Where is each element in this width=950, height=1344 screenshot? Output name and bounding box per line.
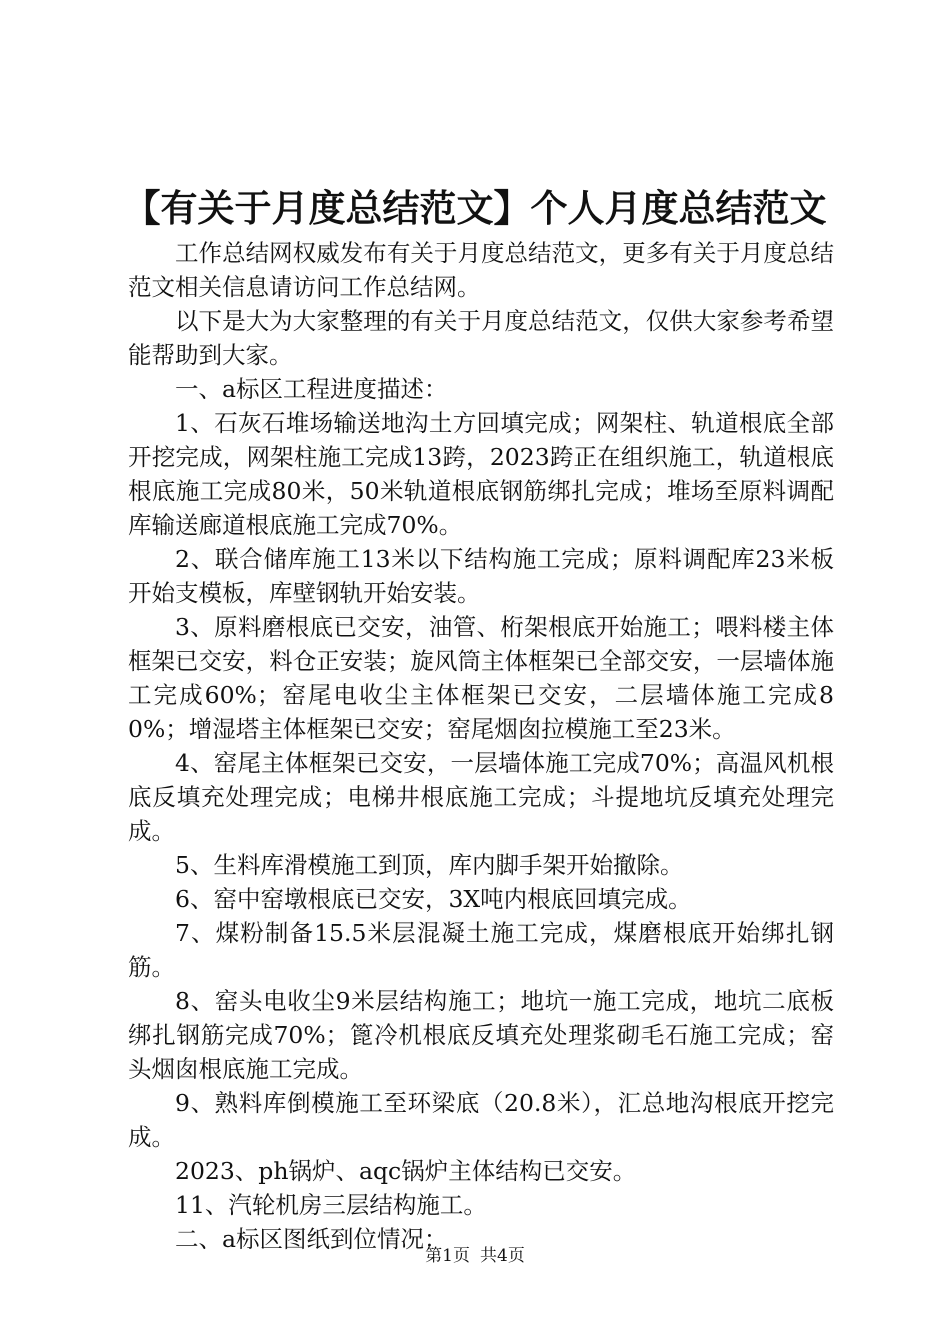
list-item: 3、原料磨根底已交安，油管、桁架根底开始施工；喂料楼主体框架已交安，料仓正安装；旋风筒主体框架已全部交安，一层墙体施工完成60%；窑尾电收尘主体框架已交安，二层墙体施工完成80%；增湿塔主体框架已交安；窑尾烟囱拉模施工至23米。 xyxy=(128,613,834,743)
document-title: 【有关于月度总结范文】个人月度总结范文 xyxy=(123,186,827,230)
page-footer xyxy=(0,1244,950,1268)
list-item: 5、生料库滑模施工到顶，库内脚手架开始撤除。 xyxy=(175,851,684,879)
list-item: 6、窑中窑墩根底已交安，3X吨内根底回填完成。 xyxy=(175,885,692,913)
paragraph-intro: 工作总结网权威发布有关于月度总结范文，更多有关于月度总结范文相关信息请访问工作总结网。 xyxy=(128,239,834,301)
list-item: 1、石灰石堆场输送地沟土方回填完成；网架柱、轨道根底全部开挖完成，网架柱施工完成13跨，2023跨正在组织施工，轨道根底根底施工完成80米，50米轨道根底钢筋绑扎完成；堆场至原料调配库输送廊道根底施工完成70%。 xyxy=(128,409,834,539)
section-heading-progress: 一、a标区工程进度描述： xyxy=(175,375,448,403)
list-item: 8、窑头电收尘9米层结构施工；地坑一施工完成，地坑二底板绑扎钢筋完成70%；篦冷机根底反填充处理浆砌毛石施工完成；窑头烟囱根底施工完成。 xyxy=(128,987,834,1083)
page-number: 第1页 xyxy=(425,1246,470,1266)
list-item: 4、窑尾主体框架已交安，一层墙体施工完成70%；高温风机根底反填充处理完成；电梯井根底施工完成；斗提地坑反填充处理完成。 xyxy=(128,749,834,845)
list-item: 2023、ph锅炉、aqc锅炉主体结构已交安。 xyxy=(175,1157,637,1185)
list-item: 2、联合储库施工13米以下结构施工完成；原料调配库23米板开始支模板，库壁钢轨开始安装。 xyxy=(128,545,834,607)
page-total: 共4页 xyxy=(480,1246,525,1266)
document-body xyxy=(128,236,834,1256)
list-item: 11、汽轮机房三层结构施工。 xyxy=(175,1191,487,1219)
list-item: 7、煤粉制备15.5米层混凝土施工完成，煤磨根底开始绑扎钢筋。 xyxy=(128,919,834,981)
section-heading-drawings: 二、a标区图纸到位情况： xyxy=(175,1225,448,1253)
paragraph-preface: 以下是大为大家整理的有关于月度总结范文，仅供大家参考希望能帮助到大家。 xyxy=(128,307,834,369)
list-item: 9、熟料库倒模施工至环梁底（20.8米），汇总地沟根底开挖完成。 xyxy=(128,1089,834,1151)
